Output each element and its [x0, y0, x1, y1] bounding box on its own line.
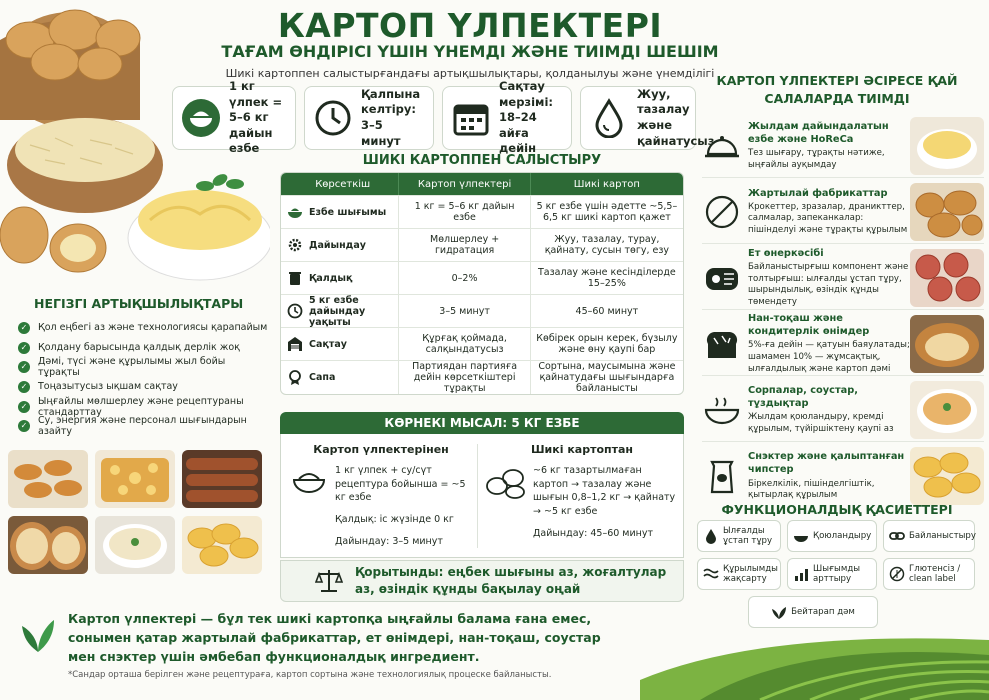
advantages-list — [18, 318, 268, 436]
link-icon — [889, 528, 905, 544]
cream-soup-photo — [910, 381, 984, 439]
sector-item-semi-finished: Жартылай фабрикаттар Крокеттер, зразалар, драникттер, салмалар, запеканкалар: пішінделуі және тұрақты құрылым — [702, 180, 984, 244]
bottom-statement: Картоп үлпектері — бұл тек шикі картопқа ыңғайлы балама ғана емес, сонымен қатар жартылай фабрикаттар, ет өнімдері, нан-тоқаш, соустар мен снэктер үшін әмбебап функционалдық ингредиент. — [68, 611, 601, 664]
list-item: ✓ Тоңазытусыз ықшам сақтау — [18, 377, 268, 397]
bread-photo — [8, 516, 88, 574]
scales-icon — [315, 567, 343, 595]
page-subtitle: ТАҒАМ ӨНДІРІСІ ҮШІН ҮНЕМДІ ЖӘНЕ ТИІМДІ ШЕШІМ — [221, 42, 719, 61]
page-title: КАРТОП ҮЛПЕКТЕРІ — [277, 6, 663, 45]
property-gluten-free: Глютенсіз / clean label — [883, 558, 975, 590]
example-flakes: Картоп үлпектерінен 1 кг үлпек + су/сүт рецептура бойынша = ~5 кг езбе Қалдық: іс жүзінде 0 кг Дайындау: 3–5 минут — [291, 442, 471, 549]
sector-item-soups: Сорпалар, соустар, тұздықтар Жылдам қоюландыру, кремді құрылым, түйіршіктену қаупі аз — [702, 378, 984, 442]
leaves-icon — [20, 614, 56, 654]
sector-item-bakery: Нан-тоқаш және кондитерлік өнімдер 5%-ға дейін — қатуын баяулатады; шамамен 10% — жұмсақтық, ылғалдылық және картоп дәмі — [702, 312, 984, 376]
clock-icon — [313, 98, 353, 138]
quality-badge-icon — [287, 370, 303, 386]
sector-item-snacks: Снэктер және қалыптанған чипстер Біркелкілік, пішінделгіштік, қытырлақ құрылым — [702, 444, 984, 508]
food-thumbnails — [8, 450, 262, 576]
check-icon: ✓ — [18, 361, 30, 373]
functional-title: ФУНКЦИОНАЛДЫҚ ҚАСИЕТТЕРІ — [721, 502, 953, 517]
bowl-icon — [793, 528, 809, 544]
clock-icon — [287, 303, 303, 319]
property-moisture-retention: Ылғалды ұстап тұру — [697, 520, 781, 552]
footnote: *Сандар орташа берілген және рецептураға, картоп сортына және технологиялық процеске байланысты. — [68, 670, 552, 680]
warehouse-icon — [287, 336, 303, 352]
soup-photo — [95, 516, 175, 574]
chips-photo — [182, 516, 262, 574]
check-icon: ✓ — [18, 322, 30, 334]
check-icon: ✓ — [18, 342, 30, 354]
list-item: ✓ Қол еңбегі аз және технологиясы қарапайым — [18, 318, 268, 338]
list-item: ✓ Дәмі, түсі және құрылымы жыл бойы тұрақты — [18, 357, 268, 377]
field-illustration — [640, 600, 989, 700]
stat-card-no-washing: Жуу, тазалау және қайнатусыз — [580, 86, 696, 150]
potatoes-photo — [910, 183, 984, 241]
table-row: Сапа Партиядан партияға дейін көрсеткіштері тұрақты Сортына, маусымына және қайнатудағы шығындарға байланысты — [281, 360, 683, 394]
check-icon: ✓ — [18, 420, 30, 432]
table-row: 5 кг езбе дайындау уақыты 3–5 минут 45–60 минут — [281, 294, 683, 327]
table-header: Көрсеткіш Картоп үлпектері Шикі картоп — [281, 173, 683, 195]
bowl-icon — [291, 464, 327, 500]
drop-icon — [703, 528, 719, 544]
croquettes-photo — [8, 450, 88, 508]
soup-bowl-icon — [702, 390, 742, 430]
chart-up-icon — [793, 566, 809, 582]
sausage-slices-photo — [910, 249, 984, 307]
water-drop-icon — [589, 98, 629, 138]
chips-photo — [910, 447, 984, 505]
meat-icon — [702, 258, 742, 298]
cloche-icon — [702, 126, 742, 166]
waves-icon — [703, 566, 719, 582]
advantages-title: НЕГІЗГІ АРТЫҚШЫЛЫҚТАРЫ — [34, 296, 244, 311]
check-icon: ✓ — [18, 401, 30, 413]
calendar-icon — [451, 98, 491, 138]
trash-icon — [287, 270, 303, 286]
bowl-icon — [181, 98, 221, 138]
property-binding: Байланыстыру — [883, 520, 975, 552]
property-yield: Шығымды арттыру — [787, 558, 877, 590]
stat-card-shelf-life: Сақтау мерзімі: 18–24 айға дейін — [442, 86, 572, 150]
table-row: Езбе шығымы 1 кг = 5–6 кг дайын езбе 5 кг езбе үшін әдетте ~5,5–6,5 кг шикі картоп қажет — [281, 195, 683, 228]
property-neutral-taste: Бейтарап дәм — [748, 596, 878, 628]
list-item: ✓ Ыңғайлы мөлшерлеу және рецептураны стандарттау — [18, 397, 268, 417]
comparison-title: ШИКІ КАРТОППЕН САЛЫСТЫРУ — [362, 153, 602, 168]
bread-icon — [702, 324, 742, 364]
list-item: ✓ Қолдану барысында қалдық дерлік жоқ — [18, 338, 268, 358]
snack-bag-icon — [702, 456, 742, 496]
sausages-photo — [182, 450, 262, 508]
table-row: Дайындау Мөлшерлеу + гидратация Жуу, тазалау, турау, қайнату, сусын төгу, езу — [281, 228, 683, 261]
gluten-free-icon — [889, 566, 905, 582]
list-item: ✓ Су, энергия және персонал шығындарын азайту — [18, 416, 268, 436]
table-row: Сақтау Құрғақ қоймада, салқындатусыз Көбірек орын керек, бүзылу және өну қаупі бар — [281, 327, 683, 360]
sectors-title: КАРТОП ҮЛПЕКТЕРІ ӘСІРЕСЕ ҚАЙ САЛАЛАРДА ТИІМДІ — [716, 73, 958, 106]
sector-item-meat: Ет өнеркәсібі Байланыстырғыш компонент және толтырғыш: ылғалды ұстап тұру, шырындылық, өзіндік құнды төмендету — [702, 246, 984, 310]
potatoes-icon — [485, 464, 527, 500]
check-icon: ✓ — [18, 381, 30, 393]
stat-card-rehydration: Қалпына келтіру: 3–5 минут — [304, 86, 434, 150]
gear-icon — [287, 237, 303, 253]
mashed-potato-photo — [910, 117, 984, 175]
property-thickening: Қоюландыру — [787, 520, 877, 552]
table-row: Қалдық 0–2% Тазалау және кесінділерде 15–25% — [281, 261, 683, 294]
example-box — [280, 434, 684, 558]
casserole-photo — [95, 450, 175, 508]
property-structure: Құрылымды жақсарту — [697, 558, 781, 590]
bread-loaf-photo — [910, 315, 984, 373]
sector-item-horeca: Жылдам дайындалатын езбе және HoReCa Тез шығару, тұрақты нәтиже, ыңғайлы ауқымдау — [702, 114, 984, 178]
comparison-table — [280, 172, 684, 395]
page-tagline: Шикі картоппен салыстырғандағы артықшылықтары, қолданылуы және үнемділігі — [225, 67, 715, 80]
example-raw: Шикі картоптан ~6 кг тазартылмаған картоп → тазалау және шығын 0,8–1,2 кг → қайнату → ~5 кг езбе Дайындау: 45–60 минут — [485, 442, 679, 541]
example-title: КӨРНЕКІ МЫСАЛ: 5 КГ ЕЗБЕ — [280, 412, 684, 434]
bowl-icon — [287, 204, 303, 220]
stat-card-yield: 1 кг үлпек = 5–6 кг дайын езбе — [172, 86, 296, 150]
no-sign-icon — [702, 192, 742, 232]
example-conclusion: Қорытынды: еңбек шығыны аз, жоғалтулар аз, өзіндік құнды бақылау оңай — [280, 560, 684, 602]
